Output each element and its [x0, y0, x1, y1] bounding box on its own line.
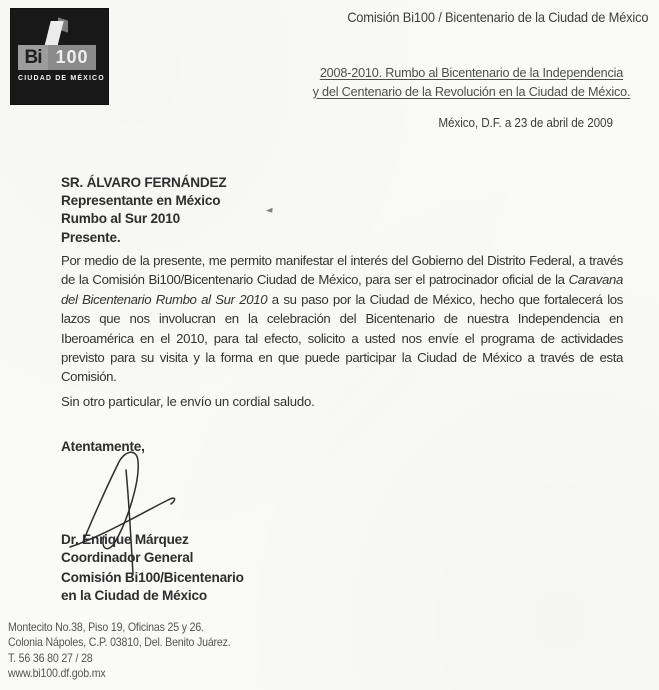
valediction: Atentamente,	[61, 439, 145, 454]
closing-sentence: Sin otro particular, le envío un cordial saludo.	[61, 394, 315, 409]
logo-bi-text: Bi	[18, 45, 48, 70]
body-text-italic-caravana: Caravana del Bicentenario Rumbo al Sur 2010	[61, 272, 623, 307]
recipient-name: SR. ÁLVARO FERNÁNDEZ	[61, 175, 227, 190]
signer-name: Dr. Enrique Márquez	[61, 532, 189, 547]
recipient-salutation: Presente.	[61, 229, 121, 245]
letterhead-footer	[8, 620, 231, 681]
signer-org-line-2: en la Ciudad de México	[61, 587, 207, 603]
subtitle-line-2: y del Centenario de la Revolución en la Ciudad de México.	[312, 83, 631, 99]
body-text-after: a su paso por la Ciudad de México, hecho que fortalecerá los lazos que nos involucran en la celebración del Bicentenario de nuestra Independencia en Iberoamérica en el 2010, para tal efecto, solicito a usted nos envíe el programa de actividades previsto para su visita y la forma en que puede participar la Ciudad de México a través de esta Comisión.	[61, 291, 623, 385]
signer-block	[61, 531, 244, 604]
campaign-subtitle	[293, 64, 650, 101]
bi100-logo	[10, 8, 109, 105]
footer-address-line-1: Montecito No.38, Piso 19, Oficinas 25 y 26.	[8, 620, 204, 634]
date-line: México, D.F. a 23 de abril de 2009	[438, 115, 613, 130]
footer-phone: T. 56 36 80 27 / 28	[8, 650, 93, 665]
subtitle-line-1: 2008-2010. Rumbo al Bicentenario de la Independencia	[319, 65, 624, 80]
recipient-role: Representante en México	[61, 193, 221, 209]
body-text-before: Por medio de la presente, me permito manifestar el interés del Gobierno del Distrito Federal, a través de la Comisión Bi100/Bicentenario Ciudad de México, para ser el patrocinador oficial de la	[61, 253, 623, 288]
recipient-block	[61, 174, 226, 247]
scan-smudge-artifact	[266, 208, 273, 214]
footer-website: www.bi100.df.gob.mx	[8, 665, 106, 680]
logo-caption: CIUDAD DE MÉXICO	[18, 75, 105, 82]
logo-wordmark	[18, 45, 96, 70]
signer-org-line-1: Comisión Bi100/Bicentenario	[61, 570, 244, 586]
signer-title: Coordinador General	[61, 549, 194, 565]
footer-address-line-2: Colonia Nápoles, C.P. 03810, Del. Benito Juárez.	[8, 635, 231, 650]
organization-title: Comisión Bi100 / Bicentenario de la Ciudad de México	[346, 9, 648, 25]
recipient-organization: Rumbo al Sur 2010	[61, 211, 180, 227]
logo-100-text: 100	[48, 45, 96, 70]
letter-body-paragraph	[61, 251, 623, 387]
